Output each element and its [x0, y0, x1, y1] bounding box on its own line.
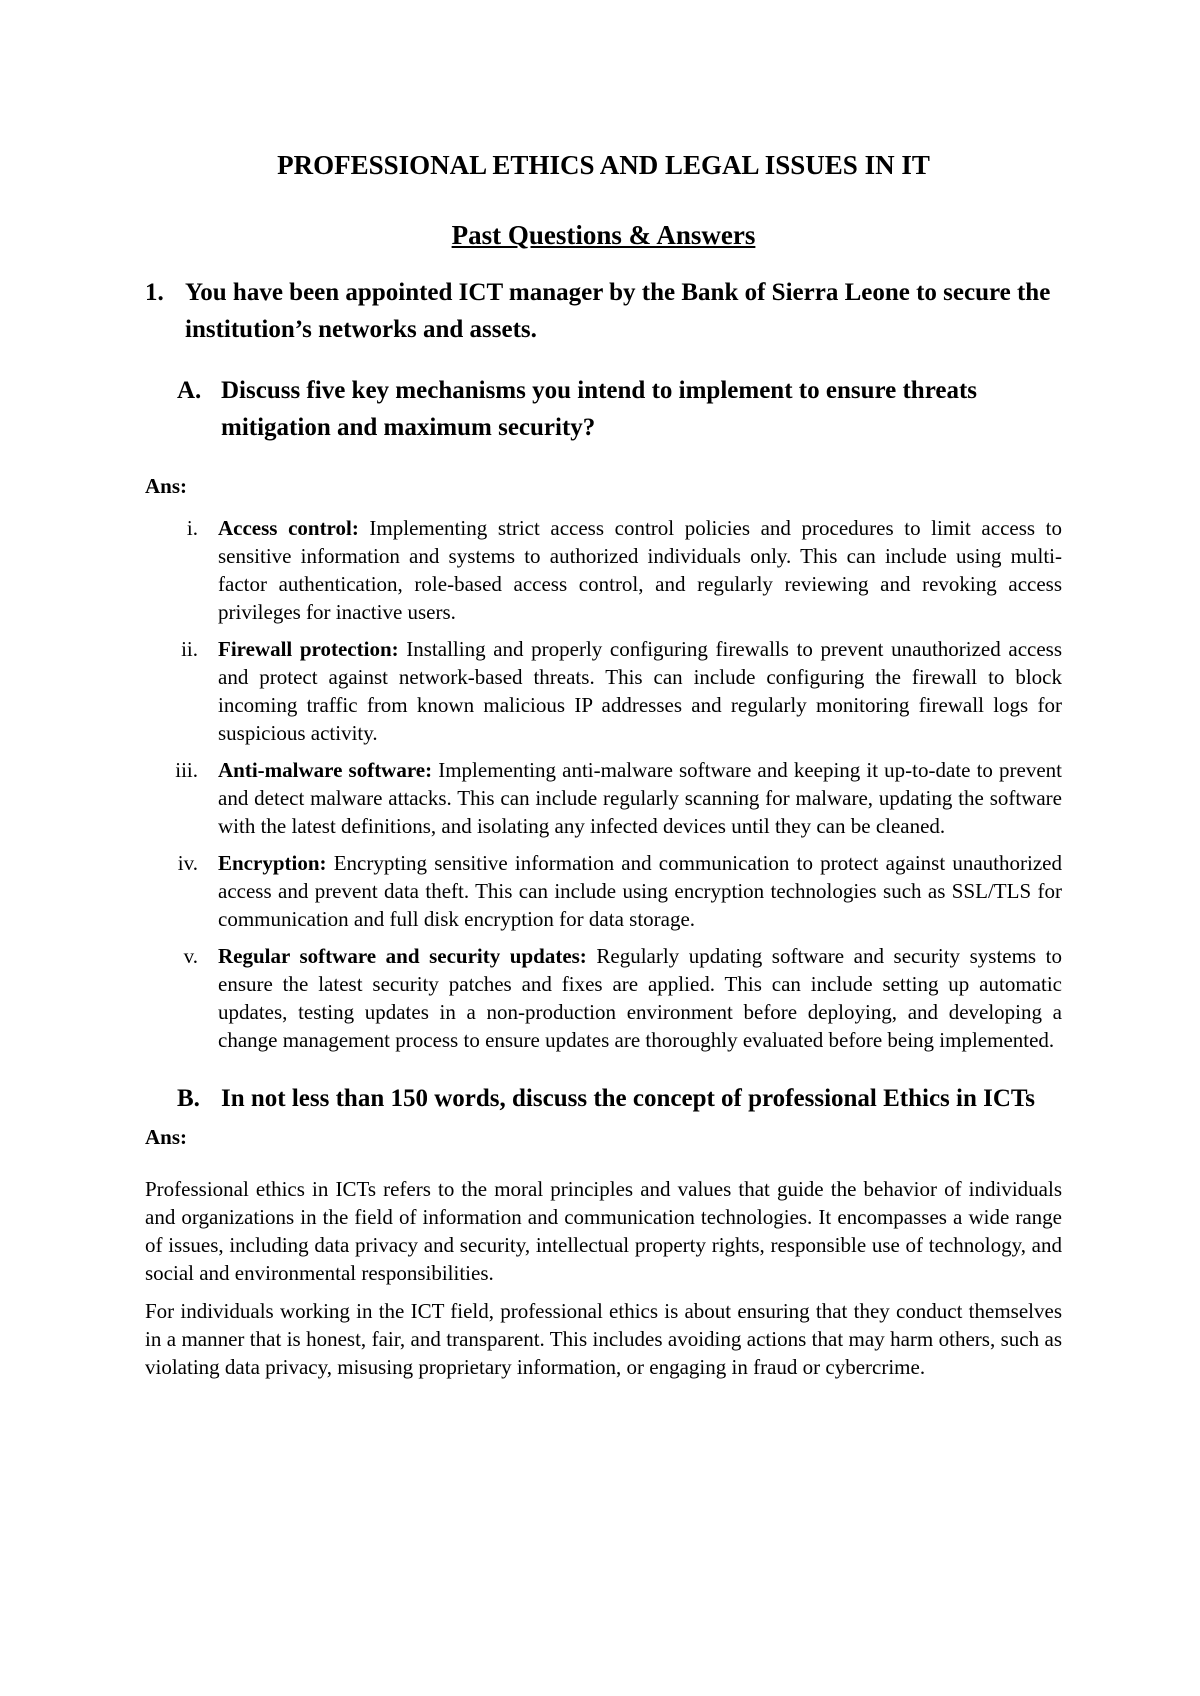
question-1-number: 1. [145, 279, 164, 306]
answer-item-access-control [145, 514, 1062, 626]
answer-b-paragraph-2: For individuals working in the ICT field, professional ethics is about ensuring that they conduct themselves in a manner that is honest, fair, and transparent. This includes avoiding actions that may harm others, such as violating data privacy, misusing proprietary information, or engaging in fraud or cybercrime. [145, 1299, 1062, 1379]
answer-item-body [218, 849, 1062, 933]
question-1b [177, 1080, 1062, 1117]
question-1a [177, 372, 1062, 446]
answer-item-anti-malware [145, 756, 1062, 840]
document-subtitle: Past Questions & Answers [451, 220, 756, 250]
answer-item-updates [145, 942, 1062, 1054]
answer-item-term: Anti-malware software: [218, 758, 433, 782]
answer-item-number: v. [183, 944, 198, 968]
question-1-text: You have been appointed ICT manager by the Bank of Sierra Leone to secure the institution’s networks and assets. [185, 279, 1051, 343]
answer-item-body [218, 635, 1062, 747]
question-1 [145, 274, 1062, 348]
answer-item-text: Implementing anti-malware software and keeping it up-to-date to prevent and detect malware attacks. This can include regularly scanning for malware, updating the software with the latest definitions, and isolating any infected devices until they can be cleaned. [218, 758, 1062, 838]
answer-a-label: Ans: [145, 474, 188, 498]
document-title: PROFESSIONAL ETHICS AND LEGAL ISSUES IN IT [277, 150, 930, 180]
answer-a-list [145, 514, 1062, 1054]
question-1b-text: In not less than 150 words, discuss the concept of professional Ethics in ICTs [221, 1085, 1036, 1112]
answer-item-term: Encryption: [218, 851, 327, 875]
answer-item-number: ii. [181, 637, 198, 661]
answer-item-text: Encrypting sensitive information and communication to protect against unauthorized access and prevent data theft. This can include using encryption technologies such as SSL/TLS for communication and full disk encryption for data storage. [218, 851, 1062, 931]
answer-item-text: Regularly updating software and security systems to ensure the latest security patches and fixes are applied. This can include setting up automatic updates, testing updates in a non-production environment before deploying, and developing a change management process to ensure updates are thoroughly evaluated before being implemented. [218, 944, 1062, 1052]
answer-item-body [218, 756, 1062, 840]
answer-item-encryption [145, 849, 1062, 933]
answer-item-term: Firewall protection: [218, 637, 399, 661]
answer-item-text: Installing and properly configuring firewalls to prevent unauthorized access and protect against network-based threats. This can include configuring the firewall to block incoming traffic from known malicious IP addresses and regularly monitoring firewall logs for suspicious activity. [218, 637, 1062, 745]
answer-item-text: Implementing strict access control policies and procedures to limit access to sensitive information and systems to authorized individuals only. This can include using multi-factor authentication, role-based access control, and regularly reviewing and revoking access privileges for inactive users. [218, 516, 1062, 624]
answer-b-paragraph-1: Professional ethics in ICTs refers to the moral principles and values that guide the behavior of individuals and organizations in the field of information and communication technologies. It encompasses a wide range of issues, including data privacy and security, intellectual property rights, responsible use of technology, and social and environmental responsibilities. [145, 1177, 1062, 1285]
question-1a-text: Discuss five key mechanisms you intend to implement to ensure threats mitigation and maximum security? [221, 377, 978, 441]
answer-item-body [218, 942, 1062, 1054]
question-1b-letter: B. [177, 1085, 200, 1112]
question-1a-letter: A. [177, 377, 202, 404]
answer-item-term: Access control: [218, 516, 359, 540]
answer-item-number: i. [186, 516, 198, 540]
answer-b-label: Ans: [145, 1125, 188, 1149]
answer-item-body [218, 514, 1062, 626]
answer-item-firewall-protection [145, 635, 1062, 747]
answer-item-number: iv. [177, 851, 198, 875]
answer-item-term: Regular software and security updates: [218, 944, 587, 968]
answer-item-number: iii. [175, 758, 198, 782]
